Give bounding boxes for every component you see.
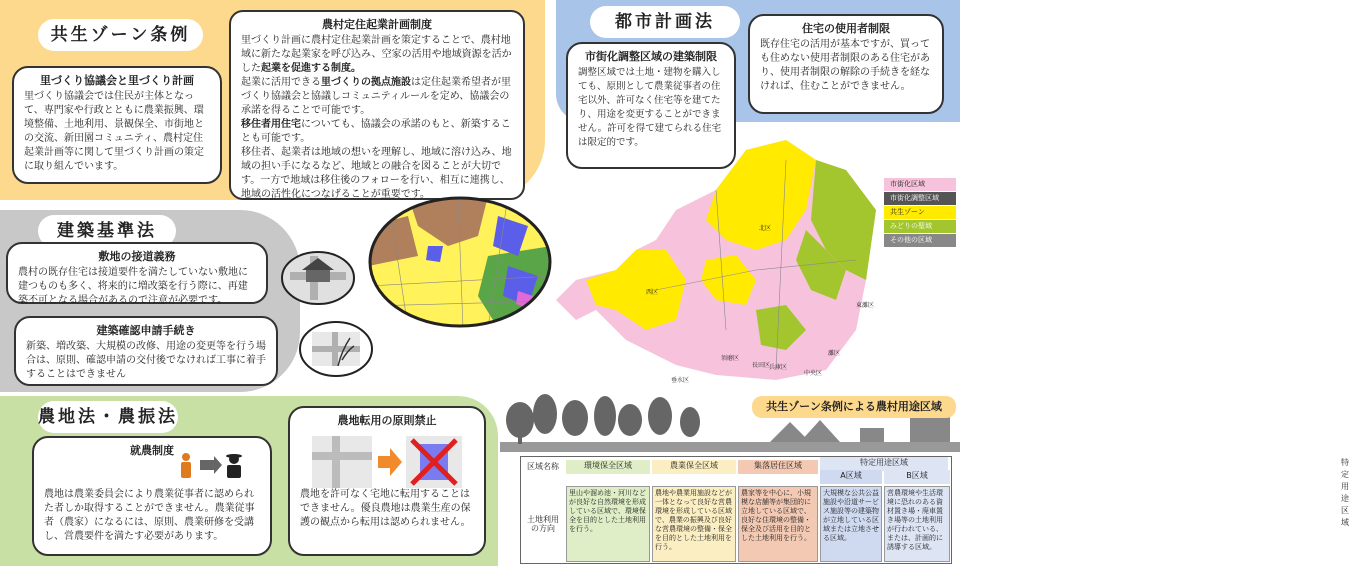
legend-other: その他の区域: [884, 234, 956, 247]
map-label-nishi: 西区: [646, 289, 659, 296]
zone-desc-4: 営農環境や生活環境に恐れのある資材置き場・廃車置き場等の土地利用が行われている、または、計画的に誘導する区域。: [884, 486, 950, 562]
nouson-p3a: 移住者用住宅: [241, 119, 301, 130]
map-label-kita: 北区: [759, 225, 772, 232]
legend-shigaika: 市街化区域: [884, 178, 956, 191]
zone-desc-0: 里山や溜め池・河川などが良好な自然環境を形成している区域で、環境保全を目的とした土地利用を行う。: [566, 486, 650, 562]
zone-table: 区域名称 土地利用の方向 特定用途区域: [520, 456, 952, 564]
satozukuri-title: 里づくり協議会と里づくり計画: [40, 74, 194, 87]
tenyou-title: 農地転用の原則禁止: [337, 414, 437, 427]
map-label-hyogo: 兵庫区: [769, 364, 788, 371]
shunou-body: 農地は農業委員会により農業従事者に認められた者しか取得することができません。農業従事者（農家）になるには、原則、農業研修を受講し、営農要件を満たす必要があります。: [44, 489, 255, 542]
zone-desc-3: 大規模な公共公益施設や沿道サービス施設等の建築物が立地している区域または立地させる区域。: [820, 486, 882, 562]
city-map: [556, 130, 886, 392]
map-label-suma: 須磨区: [721, 355, 740, 362]
no-conversion-icon: [312, 434, 462, 490]
setsudo-body: 農村の既存住宅は接道要件を満たしていない敷地に建つものも多く、将来的に増改築を行う際に、再建築不可となる場合があるので注意が必要です。: [18, 267, 248, 306]
legend-kyosei: 共生ゾーン: [884, 206, 956, 219]
zone-header-3: A区域: [820, 470, 882, 484]
zone-header-2: 集落居住区域: [738, 460, 818, 474]
map-label-nada: 灘区: [828, 350, 841, 357]
house-icon: [280, 250, 356, 306]
setsudo-title: 敷地の接道義務: [98, 250, 176, 263]
map-label-tarumi: 垂水区: [671, 377, 690, 384]
kakunin-body: 新築、増改築、大規模の改修、用途の変更等を行う場合は、原則、確認申請の交付後でなければ工事に着手することはできません: [26, 341, 266, 380]
nouson-title: 農村定住起業計画制度: [322, 18, 432, 31]
zone-desc-1: 農地や農業用施設などが一体となって良好な営農環境を形成している区域で、農業の振興及び良好な営農環境の整備・保全を目的とした土地利用を行う。: [652, 486, 736, 562]
nouson-p4: 移住者、起業者は地域の想いを理解し、地域に溶け込み、地域の担い手になるなど、地域との融合を図ることが大切です。一方で地域は移住後のフォローを行い、相互に連携し、地域の活性化につなげることが重要です。: [241, 147, 512, 200]
nouson-p2c: は定住起業希望者が里づくり協議会と協議しコミュニティルールを定め、協議会の承諾を得ることで可能です。: [241, 77, 511, 116]
table-row2-label: 土地利用の方向: [527, 515, 559, 533]
shunou-title: 就農制度: [130, 444, 174, 457]
toshi-title: 都市計画法: [590, 6, 740, 38]
map-label-higashinada: 東灘区: [856, 302, 875, 309]
nouson-bubble: [229, 10, 525, 200]
zone-header-1: 農業保全区域: [652, 460, 736, 474]
satozukuri-bubble: [12, 66, 222, 184]
chosei-title: 市街化調整区域の建築制限: [585, 50, 717, 63]
kyosei-title: 共生ゾーン条例: [38, 19, 203, 51]
nouson-p2a: 起業に活用できる: [241, 77, 321, 88]
zone-desc-2: 農家等を中心に、小規模な店舗等が集団的に立地している区域で、良好な住環境の整備・保全及び活用を目的とした土地利用を行う。: [738, 486, 818, 562]
kenchiku-title: 建築基準法: [38, 215, 176, 247]
nouson-p3b: についても、協議会の承諾のもと、新築することも可能です。: [241, 119, 511, 144]
shiyou-body: 既存住宅の活用が基本ですが、買っても住めない使用者制限のある住宅があり、使用者制限の解除の手続きを経なければ、住むことができません。: [760, 39, 930, 92]
nouson-p1a: 里づくり計画に農村定住起業計画を策定することで、農村地域に新たな起業家を呼び込み、空家の活用や地域資源を活かした: [241, 35, 512, 74]
kakunin-bubble: [14, 316, 278, 386]
legend-chosei: 市街化調整区域: [884, 192, 956, 205]
table-row-label: 区域名称: [527, 462, 559, 471]
map-label-nagata: 長田区: [752, 362, 771, 369]
chosei-body: 調整区域では土地・建物を購入しても、原則として農業従事者の住宅以外、許可なく住宅等を建てたり、用途を変更することができません。許可を得て建てられる住宅は限定的です。: [578, 67, 722, 148]
legend-midori: みどりの聖域: [884, 220, 956, 233]
nouson-p1b: 起業を促進する制度。: [261, 63, 361, 74]
youto-title: 共生ゾーン条例による農村用途区域: [752, 396, 956, 418]
setsudo-bubble: [6, 242, 268, 304]
kakunin-title: 建築確認申請手続き: [96, 324, 196, 337]
zone-header-4: B区域: [884, 470, 950, 484]
zone-header-0: 環境保全区域: [566, 460, 650, 474]
shiyou-title: 住宅の使用者制限: [802, 22, 890, 35]
rice-field-icon: [298, 320, 374, 378]
nouson-p2b: 里づくりの拠点施設: [321, 77, 411, 88]
tenyou-body: 農地を許可なく宅地に転用することはできません。優良農地は農業生産の保護の観点から転用は認められません。: [300, 489, 471, 528]
map-label-chuo: 中央区: [804, 370, 823, 377]
shiyou-bubble: [748, 14, 944, 114]
center-map: [368, 196, 552, 328]
map-legend: [884, 178, 956, 250]
satozukuri-body: 里づくり協議会では住民が主体となって、専門家や行政とともに農業振興、環境整備、土地利用、景観保全、市街地との交流、新田園コミュニティ、農村定住起業計画等に関して里づくり計画の策定に取り組んでいます。: [24, 91, 204, 172]
tokutei-header: 特定用途区域: [820, 457, 948, 471]
nouchi-title: 農地法・農振法: [38, 401, 178, 433]
farmer-icon: [176, 452, 246, 478]
